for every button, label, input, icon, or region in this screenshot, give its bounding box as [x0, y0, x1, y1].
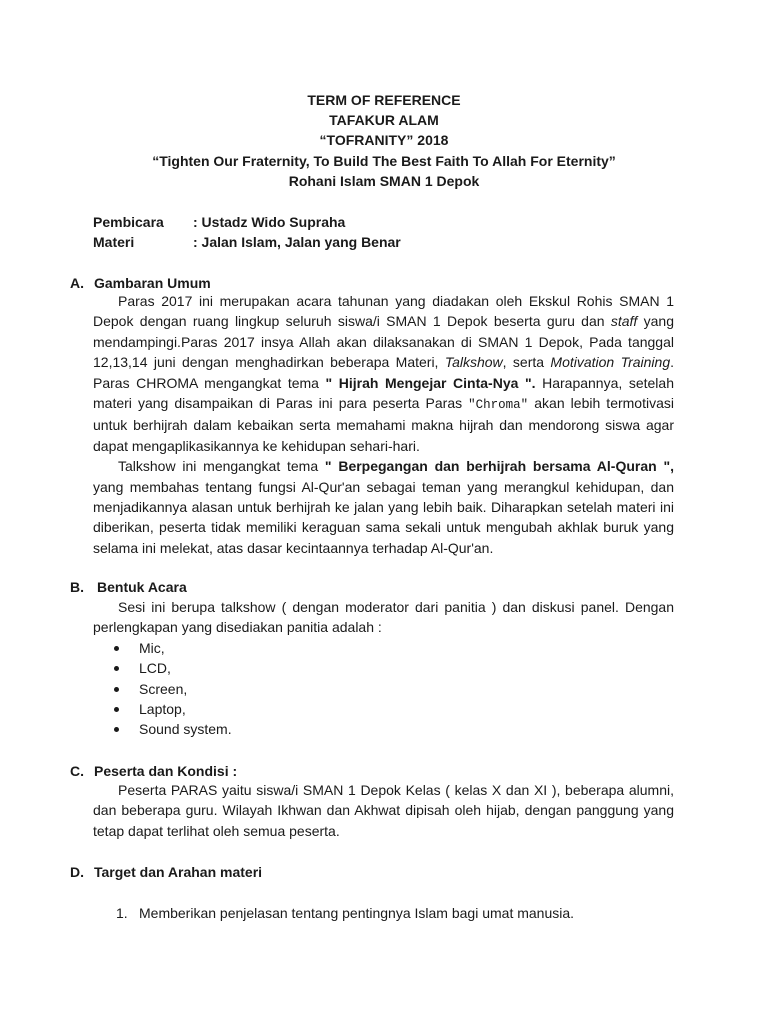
- section-c-letter: C.: [70, 763, 84, 779]
- section-a-paragraph-1: Paras 2017 ini merupakan acara tahunan yang diadakan oleh Ekskul Rohis SMAN 1 Depok dengan ruang lingkup seluruh siswa/i SMAN 1 Depok beserta guru dan staff yang mendampingi.Paras 2017 insya Allah akan dilaksanakan di SMAN 1 Depok, Pada tanggal 12,13,14 juni dengan menghadirkan beberapa Materi, Talkshow, serta Motivation Training. Paras CHROMA mengangkat tema " Hijrah Mengejar Cinta-Nya ". Harapannya, setelah materi yang disampaikan di Paras ini para peserta Paras "Chroma" akan lebih termotivasi untuk berhijrah dalam kebaikan serta memahami makna hijrah dan mendorong siswa agar dapat mengaplikasikannya ke kehidupan sehari-hari.: [93, 293, 674, 454]
- bullet-icon: [114, 666, 119, 671]
- event-code: “TOFRANITY” 2018: [319, 132, 449, 148]
- event-tagline: “Tighten Our Fraternity, To Build The Best Faith To Allah For Eternity”: [152, 153, 616, 169]
- section-b-intro: Sesi ini berupa talkshow ( dengan moderator dari panitia ) dan diskusi panel. Dengan perlengkapan yang disediakan panitia adalah :: [93, 599, 674, 636]
- event-name: TAFAKUR ALAM: [329, 112, 439, 128]
- section-a-paragraph-2: Talkshow ini mengangkat tema " Berpegangan dan berhijrah bersama Al-Quran ", yang membahas tentang fungsi Al-Qur'an sebagai teman yang merangkul kehidupan, dan menjadikannya alasan untuk berhijrah ke jalan yang lebih baik. Diharapkan setelah materi ini diberikan, peserta tidak memiliki keraguan sama sekali untuk mengubah akhlak buruk yang selama ini melekat, atas dasar kecintaannya terhadap Al-Qur'an.: [93, 458, 674, 556]
- list-item-text: Memberikan penjelasan tentang pentingnya Islam bagi umat manusia.: [139, 905, 575, 921]
- section-c-paragraph: Peserta PARAS yaitu siswa/i SMAN 1 Depok Kelas ( kelas X dan XI ), beberapa alumni, dan beberapa guru. Wilayah Ikhwan dan Akhwat dipisah oleh hijab, dengan panggung yang tetap dapat terlihat oleh semua peserta.: [93, 782, 674, 839]
- bullet-icon: [114, 646, 119, 651]
- section-a-body: [93, 291, 674, 558]
- material-value: : Jalan Islam, Jalan yang Benar: [193, 234, 401, 250]
- speaker-label: Pembicara: [93, 214, 164, 230]
- bullet-icon: [114, 727, 119, 732]
- section-b-body: [93, 597, 674, 638]
- section-d-letter: D.: [70, 864, 84, 880]
- document-title: TERM OF REFERENCE: [307, 92, 461, 108]
- speaker-value: : Ustadz Wido Supraha: [193, 214, 346, 230]
- section-c-body: [93, 780, 674, 841]
- document-page: TERM OF REFERENCE TAFAKUR ALAM “TOFRANITY” 2018 “Tighten Our Fraternity, To Build The Best Faith To Allah For Eternity” Rohani Islam SMAN 1 Depok Pembicara : Ustadz Wido Supraha Materi : Jalan Islam, Jalan yang Benar A. Gambaran Umum Paras 2017 ini merupakan acara tahunan yang diadakan oleh Ekskul Rohis SMAN 1 Depok dengan ruang lingkup seluruh siswa/i SMAN 1 Depok beserta guru dan staff yang mendampingi.Paras 2017 insya Allah akan dilaksanakan di SMAN 1 Depok, Pada tanggal 12,13,14 juni dengan menghadirkan beberapa Materi, Talkshow, serta Motivation Training. Paras CHROMA mengangkat tema " Hijrah Mengejar Cinta-Nya ". Harapannya, setelah materi yang disampaikan di Paras ini para peserta Paras "Chroma" akan lebih termotivasi untuk berhijrah dalam kebaikan serta memahami makna hijrah dan mendorong siswa agar dapat mengaplikasikannya ke kehidupan sehari-hari. Talkshow ini mengangkat tema " Berpegangan dan berhijrah bersama Al-Quran ", yang membahas tentang fungsi Al-Qur'an sebagai teman yang merangkul kehidupan, dan menjadikannya alasan untuk berhijrah ke jalan yang lebih baik. Diharapkan setelah materi ini diberikan, peserta tidak memiliki keraguan sama sekali untuk mengubah akhlak buruk yang selama ini melekat, atas dasar kecintaannya terhadap Al-Qur'an. B. Bentuk Acara Sesi ini berupa talkshow ( dengan moderator dari panitia ) dan diskusi panel. Dengan perlengkapan yang disediakan panitia adalah : Mic, LCD, Screen, Laptop, Sound system. C. Peserta dan Kondisi : Peserta PARAS yaitu siswa/i SMAN 1 Depok Kelas ( kelas X dan XI ), beberapa alumni, dan beberapa guru. Wilayah Ikhwan dan Akhwat dipisah oleh hijab, dengan panggung yang tetap dapat terlihat oleh semua peserta. D. Target dan Arahan materi 1. Memberikan penjelasan tentang pentingnya Islam bagi umat manusia.: [0, 0, 768, 1024]
- list-number: 1.: [116, 905, 128, 921]
- section-a-title: Gambaran Umum: [94, 275, 211, 291]
- material-label: Materi: [93, 234, 135, 250]
- section-c-title: Peserta dan Kondisi :: [94, 763, 238, 779]
- bullet-icon: [114, 687, 119, 692]
- organizer: Rohani Islam SMAN 1 Depok: [288, 173, 480, 189]
- section-d-title: Target dan Arahan materi: [94, 864, 263, 880]
- bullet-icon: [114, 707, 119, 712]
- section-b-letter: B.: [70, 579, 84, 595]
- section-a-letter: A.: [70, 275, 84, 291]
- section-b-title: Bentuk Acara: [97, 579, 187, 595]
